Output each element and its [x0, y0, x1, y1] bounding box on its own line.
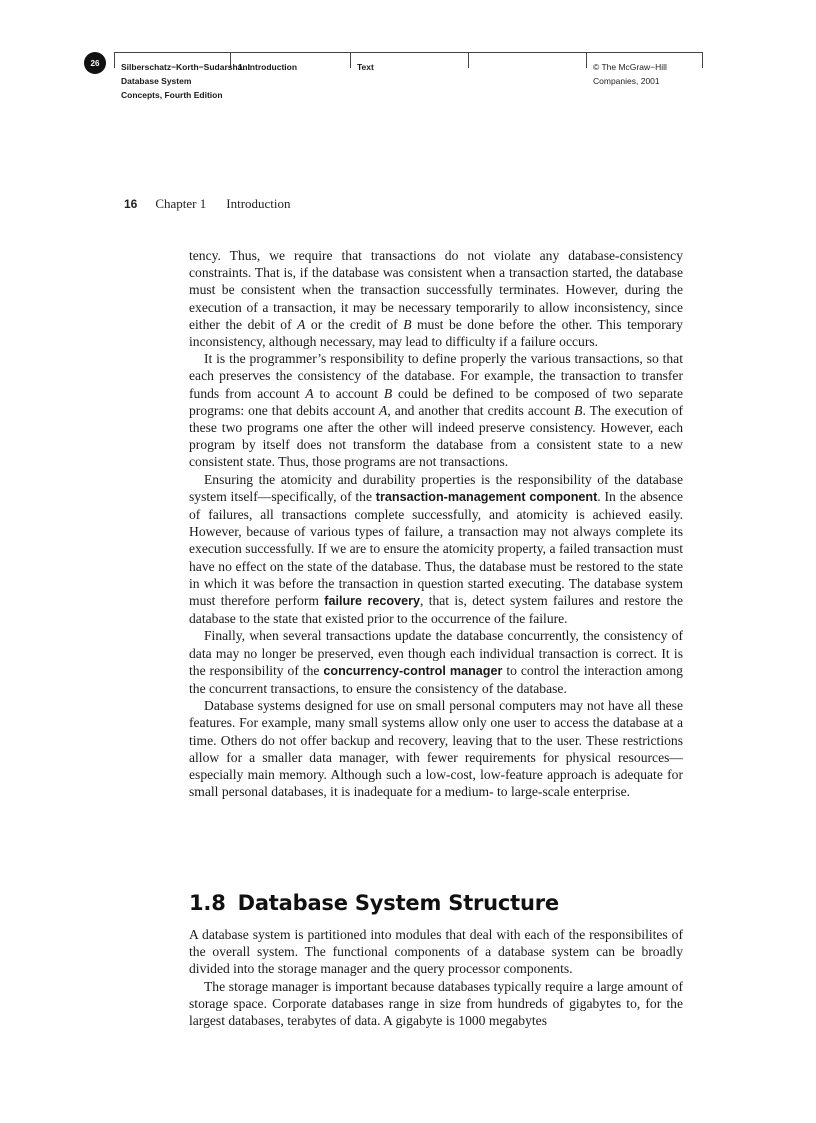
variable: B: [403, 316, 412, 332]
paragraph: It is the programmer’s responsibility to define properly the various transactions, so that each preserves the consistency of the database. For example, the transaction to transfer funds from account A to account B could be defined to be composed of two separate programs: one that debits account A, and another that credits account B. The execution of these two programs one after the other will indeed preserve consistency. However, each program by itself does not transform the database from a consistent state to a new consistent state. Thus, those programs are not transactions.: [189, 351, 683, 470]
header-divider: [586, 52, 587, 68]
section-title: Database System Structure: [237, 891, 559, 915]
paragraph: Database systems designed for use on small personal computers may not have all these features. For example, many small systems allow only one user to access the database at a time. Others do not offer backup and recovery, leaving that to the user. These restrictions allow for a smaller data manager, with fewer requirements for physical resources—especially main memory. Although such a low-cost, low-feature approach is adequate for small personal databases, it is inadequate for a medium- to large-scale enterprise.: [189, 698, 683, 800]
paragraph: tency. Thus, we require that transactions do not violate any database-consistency constraints. That is, if the database was consistent when a transaction started, the database must be consistent when the transaction successfully terminates. However, during the execution of a transaction, it may be necessary temporarily to allow inconsistency, since either the debit of A or the credit of B must be done before the other. This temporary inconsistency, although necessary, may lead to difficulty if a failure occurs.: [189, 248, 683, 350]
running-head: [124, 196, 291, 212]
body-text: [189, 247, 683, 801]
page-badge: 26: [84, 52, 106, 74]
header-divider: [468, 52, 469, 68]
header-title-line: Database System: [121, 76, 192, 86]
document-header: [0, 0, 816, 110]
header-divider: [702, 52, 703, 68]
paragraph: The storage manager is important because databases typically require a large amount of storage space. Corporate databases range in size from hundreds of gigabytes to, for the largest databases, terabytes of data. A gigabyte is 1000 megabytes: [189, 978, 683, 1029]
variable: A: [297, 316, 306, 332]
paragraph: A database system is partitioned into modules that deal with each of the responsibilites of the overall system. The functional components of a database system can be broadly divided into the storage manager and the query processor components.: [189, 927, 683, 977]
header-kind: Text: [357, 62, 374, 72]
variable: A: [305, 385, 314, 401]
header-divider: [350, 52, 351, 68]
variable: B: [383, 385, 393, 401]
chapter-title: Introduction: [226, 196, 291, 211]
variable: A: [379, 402, 388, 418]
header-copyright-line: © The McGraw−Hill: [593, 62, 667, 72]
header-author-line: Silberschatz−Korth−Sudarshan:: [121, 62, 251, 72]
section-heading: [189, 891, 559, 915]
header-copyright: [593, 60, 667, 88]
key-term: concurrency-control manager: [323, 663, 503, 678]
key-term: transaction-management component: [375, 489, 598, 504]
header-copyright-line: Companies, 2001: [593, 76, 660, 86]
variable: B: [574, 402, 583, 418]
paragraph: Finally, when several transactions update the database concurrently, the consistency of data may no longer be preserved, even though each individual transaction is correct. It is the responsibility of the concurrency-control manager to control the interaction among the concurrent transactions, to ensure the consistency of the database.: [189, 628, 683, 697]
page-number: 16: [124, 197, 138, 211]
section-number: 1.8: [189, 891, 226, 915]
paragraph: Ensuring the atomicity and durability properties is the responsibility of the database system itself—specifically, of the transaction-management component. In the absence of failures, all transactions complete successfully, and atomicity is achieved easily. However, because of various types of failure, a transaction may not always complete its execution successfully. If we are to ensure the atomicity property, a failed transaction must have no effect on the state of the database. Thus, the database must be restored to the state in which it was before the transaction in question started executing. The database system must therefore perform failure recovery, that is, detect system failures and restore the database to the state that existed prior to the occurrence of the failure.: [189, 471, 683, 627]
header-chapter: 1. Introduction: [238, 62, 298, 72]
header-edition-line: Concepts, Fourth Edition: [121, 90, 223, 100]
section-body-text: [189, 926, 683, 1029]
key-term: failure recovery: [324, 594, 420, 609]
header-rule: [114, 52, 702, 53]
chapter-label: Chapter 1: [155, 196, 207, 211]
header-book-info: [121, 60, 250, 102]
header-divider: [114, 52, 115, 68]
